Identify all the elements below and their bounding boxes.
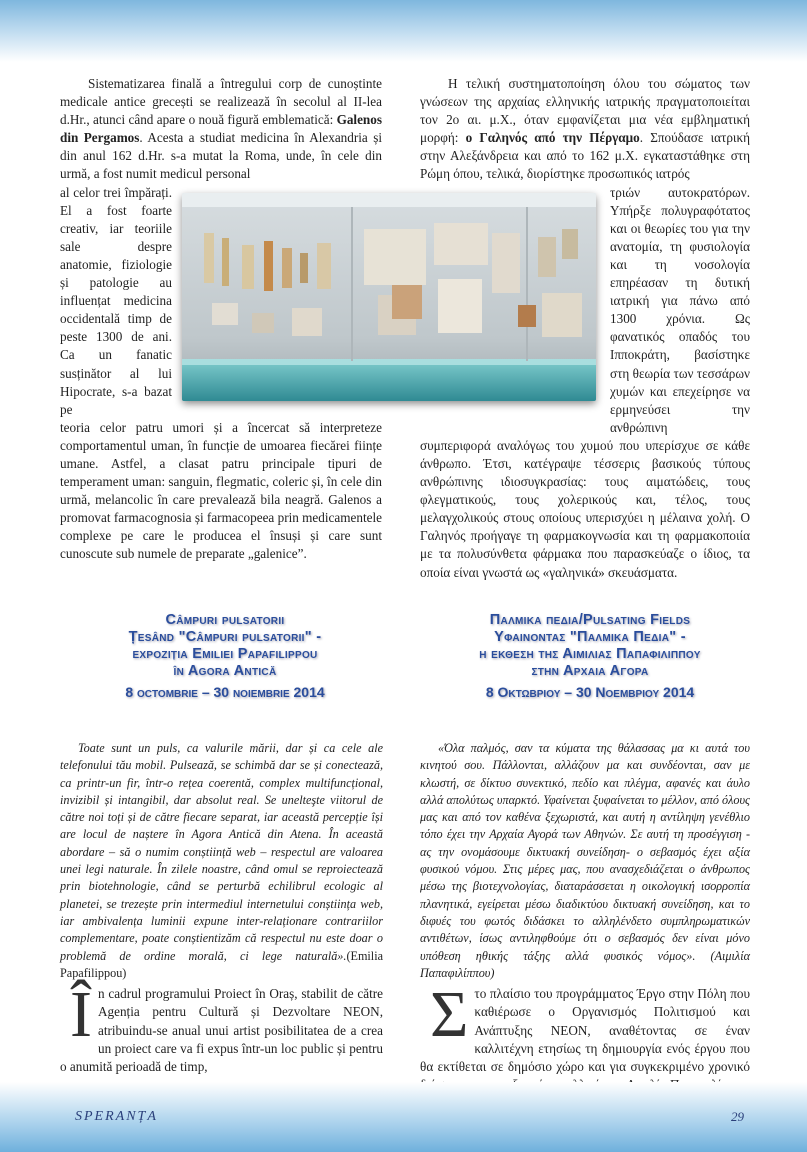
ro-dropcap: Î xyxy=(70,978,92,1051)
ro-project-paragraph xyxy=(60,978,383,1076)
gr-heading-line-3: η εκθεση της Αιμιλιας Παπαφιλιππου xyxy=(479,646,701,662)
gr-project-paragraph xyxy=(420,978,750,1095)
ro-text-a: Sistematizarea finală a întregului corp de cunoștinte medicale antice grecești se realizează în secolul al II-lea d.Hr., atunci când apare o nouă figură emblematică: xyxy=(60,76,382,128)
gr-text-beside-photo: τριών αυτοκρατόρων. Υπήρξε πολυγραφότατος και οι θεωρίες του για την ανατομία, τη φυσιολογία και τη νοσολογία επηρέασαν τη δυτική ιατρική για πάνω από 1300 χρόνια. Ως φανατικός οπαδός του Ιπποκράτη, βασίστηκε στη θεωρία των τεσσάρων χυμών και επεχείρησε να ερμηνεύσει την ανθρώπινη xyxy=(610,184,750,435)
ro-quote-author: (Emilia Papafilippou) xyxy=(60,948,383,980)
ro-heading-line-2: Țesând "Câmpuri pulsatorii" - xyxy=(128,629,322,645)
ro-heading-line-4: în Agora Antică xyxy=(173,663,277,679)
ro-text-b: . Acesta a studiat medicina în Alexandria și din anul 162 d.Hr. s-a mutat la Roma, unde, în cele din urmă, a fost numit medicul personal xyxy=(60,130,382,182)
ro-project-text: n cadrul programului Proiect în Oraș, stabilit de către Agenția pentru Cultură și Dezvoltare NEON, atribuindu-se anual unui artist posibilitatea de a crea un proiect care va fi expus într-un loc public și pentru o anumită perioadă de timp, xyxy=(60,986,383,1075)
ro-paragraph-intro xyxy=(60,75,382,184)
ro-heading-line-1: Câmpuri pulsatorii xyxy=(165,612,285,628)
gr-text-a: Η τελική συστηματοποίηση όλου του σώματος των γνώσεων της αρχαίας ελληνικής ιατρικής πραγματοποιείται τον 2ο αι. μ.Χ., όταν εμφανίζεται μια νέα εμβληματική μορφή: xyxy=(420,76,750,146)
gr-quote-author: (Αιμιλία Παπαφιλίππου) xyxy=(420,948,750,980)
ro-exhibition-heading xyxy=(60,612,390,702)
magazine-name: SPERANȚA xyxy=(75,1109,158,1124)
ro-bold-name: Galenos din Pergamos xyxy=(60,112,382,146)
ro-heading-date: 8 octombrie – 30 noiembrie 2014 xyxy=(125,684,325,700)
gr-heading-line-4: στην Αρχαια Αγορα xyxy=(531,663,649,679)
page-number: 29 xyxy=(731,1109,744,1124)
ro-artist-quote xyxy=(60,740,383,982)
top-decorative-band xyxy=(0,0,807,62)
gr-heading-line-2: Υφαινοντας "Παλμικα Πεδια" - xyxy=(494,629,686,645)
gr-quote-text: «Όλα παλμός, σαν τα κύματα της θάλασσας μα κι αυτά του κινητού σου. Πάλλονται, αλλάζουν μα και συνδέονται, σαν με κλωστή, σε δίκτυο συνεκτικό, πεδίο και πλέγμα, αφανές και άυλο αλλά απολύτως υπαρκτό. Υφαίνεται ξυφαίνεται το μέλλον, από όλους μας και από τον καθένα ξεχωριστά, και αυτή η αντίληψη γενέθλιο τόπο έχει την Αρχαία Αγορά των Αθηνών. Σε αυτή τη προσέγγιση - ας την ονομάσουμε δικτυακή συνείδηση- ο σεβασμός έχει αξία φυσικού νόμου. Στις μέρες μας, που ανασχεδιάζεται ο άνθρωπος μέσω της βιοτεχνολογίας, διαταράσσεται η οικολογική ισορροπία πλανητικά, εγείρεται μέσω διαδικτύου δικτυακή συνείδηση, και το διφυές του φωτός διδάσκει το αλληλένδετο συμπληρωματικών αντιθέτων, ίσως αντιληφθούμε ότι ο σεβασμός δεν είναι μόνο υπόθεση ηθικής τάξης αλλά φυσικός νόμος». xyxy=(420,741,750,963)
museum-display-photo xyxy=(182,193,596,401)
ro-quote-text: Toate sunt un puls, ca valurile mării, dar și ca cele ale telefonului tău mobil. Pulsează, se schimbă dar se și conectează, ca printr-un fir, într-o rețea coerentă, complex multifuncțional, invizibil și intangibil, dar absolut real. Se unelteşte viitorul de către noi toți și de către fiecare separat, iar această percepție își are locul de naștere în Agora Antică din Atena. În această abordare – să o numim conștiință web – respectul are valoarea unei legi naturale. În zilele noastre, când omul se reproiectează prin biotehnologie, când se perturbă echilibrul ecologic al planetei, se trezește prin intermediul internetului conștiința web, iar ambivalența luminii expune inter-relaționare contrariilor complementare, poate conștientizăm că respectul nu este doar o problemă de ordine morală, ci lege naturală». xyxy=(60,741,383,963)
gr-dropcap: Σ xyxy=(430,978,469,1051)
ro-text-beside-photo: al celor trei împărați. El a fost foarte creativ, iar teoriile sale despre anatomie, fiziologie și patologie au influențat medicina occidentală timp de peste 1300 de ani. Ca un fanatic susținător al lui Hipocrate, s-a bazat pe xyxy=(60,184,172,417)
ro-paragraph-continued: teoria celor patru umori și a încercat să interpreteze comportamentul uman, în funcție de umoarea fiecărei ființe umane. Astfel, a clasat patru principale tipuri de temperament uman: sanguin, flegmatic, coleric și, în cele din urmă, melancolic în care prevalează bila neagră. Galenos a promovat farmacognosia și farmacopeea prin medicamentele complexe pe care le producea el însuși și care sunt cunoscute sub numele de preparate „galenice”. xyxy=(60,419,382,562)
gr-artist-quote xyxy=(420,740,750,982)
gr-project-text: το πλαίσιο του προγράμματος Έργο στην Πόλη που καθιέρωσε ο Οργανισμός Πολιτισμού και Ανάπτυξης NEON, αναθέτοντας σε έναν καλλιτέχνη ετησίως τη δημιουργία ενός έργου που θα εκτίθεται σε δημόσιο χώρο και για συγκεκριμένο χρονικό xyxy=(420,986,750,1075)
gr-paragraph-intro xyxy=(420,75,750,184)
gr-heading-date: 8 Οκτωβριου – 30 Νοεμβριου 2014 xyxy=(485,684,695,700)
gr-text-b: . Σπούδασε ιατρική στην Αλεξάνδρεια και από το 162 μ.Χ. εγκαταστάθηκε στη Ρώμη όπου, τελικά, διορίστηκε προσωπικός ιατρός xyxy=(420,130,751,182)
museum-display-illustration xyxy=(182,193,596,401)
gr-paragraph-continued: συμπεριφορά αναλόγως του χυμού που υπερίσχυε σε κάθε άνθρωπο. Έτσι, κατέγραψε τέσσερις βασικούς τύπους ανθρώπινης ιδιοσυγκρασίας: τους αιματώδεις, τους φλεγματικούς, τους χολερικούς και, τέλος, τους μελαγχολικούς στους οποίους υπερισχύει η μέλαινα χολή. Ο Γαληνός προήγαγε τη φαρμακογνωσία και τη φαρμακοποιία με τα πολυσύνθετα φάρμακα που παρασκεύαζε ο ίδιος, τα οποία είναι γνωστά ως «γαληνικά» σκευάσματα. xyxy=(420,437,750,580)
gr-exhibition-heading xyxy=(420,612,760,702)
gr-heading-line-1: Παλμικα πεδια/Pulsating Fields xyxy=(489,612,691,628)
gr-bold-name: ο Γαληνός από την Πέργαμο xyxy=(465,130,640,146)
ro-heading-line-3: expoziția Emiliei Papafilippou xyxy=(132,646,318,662)
